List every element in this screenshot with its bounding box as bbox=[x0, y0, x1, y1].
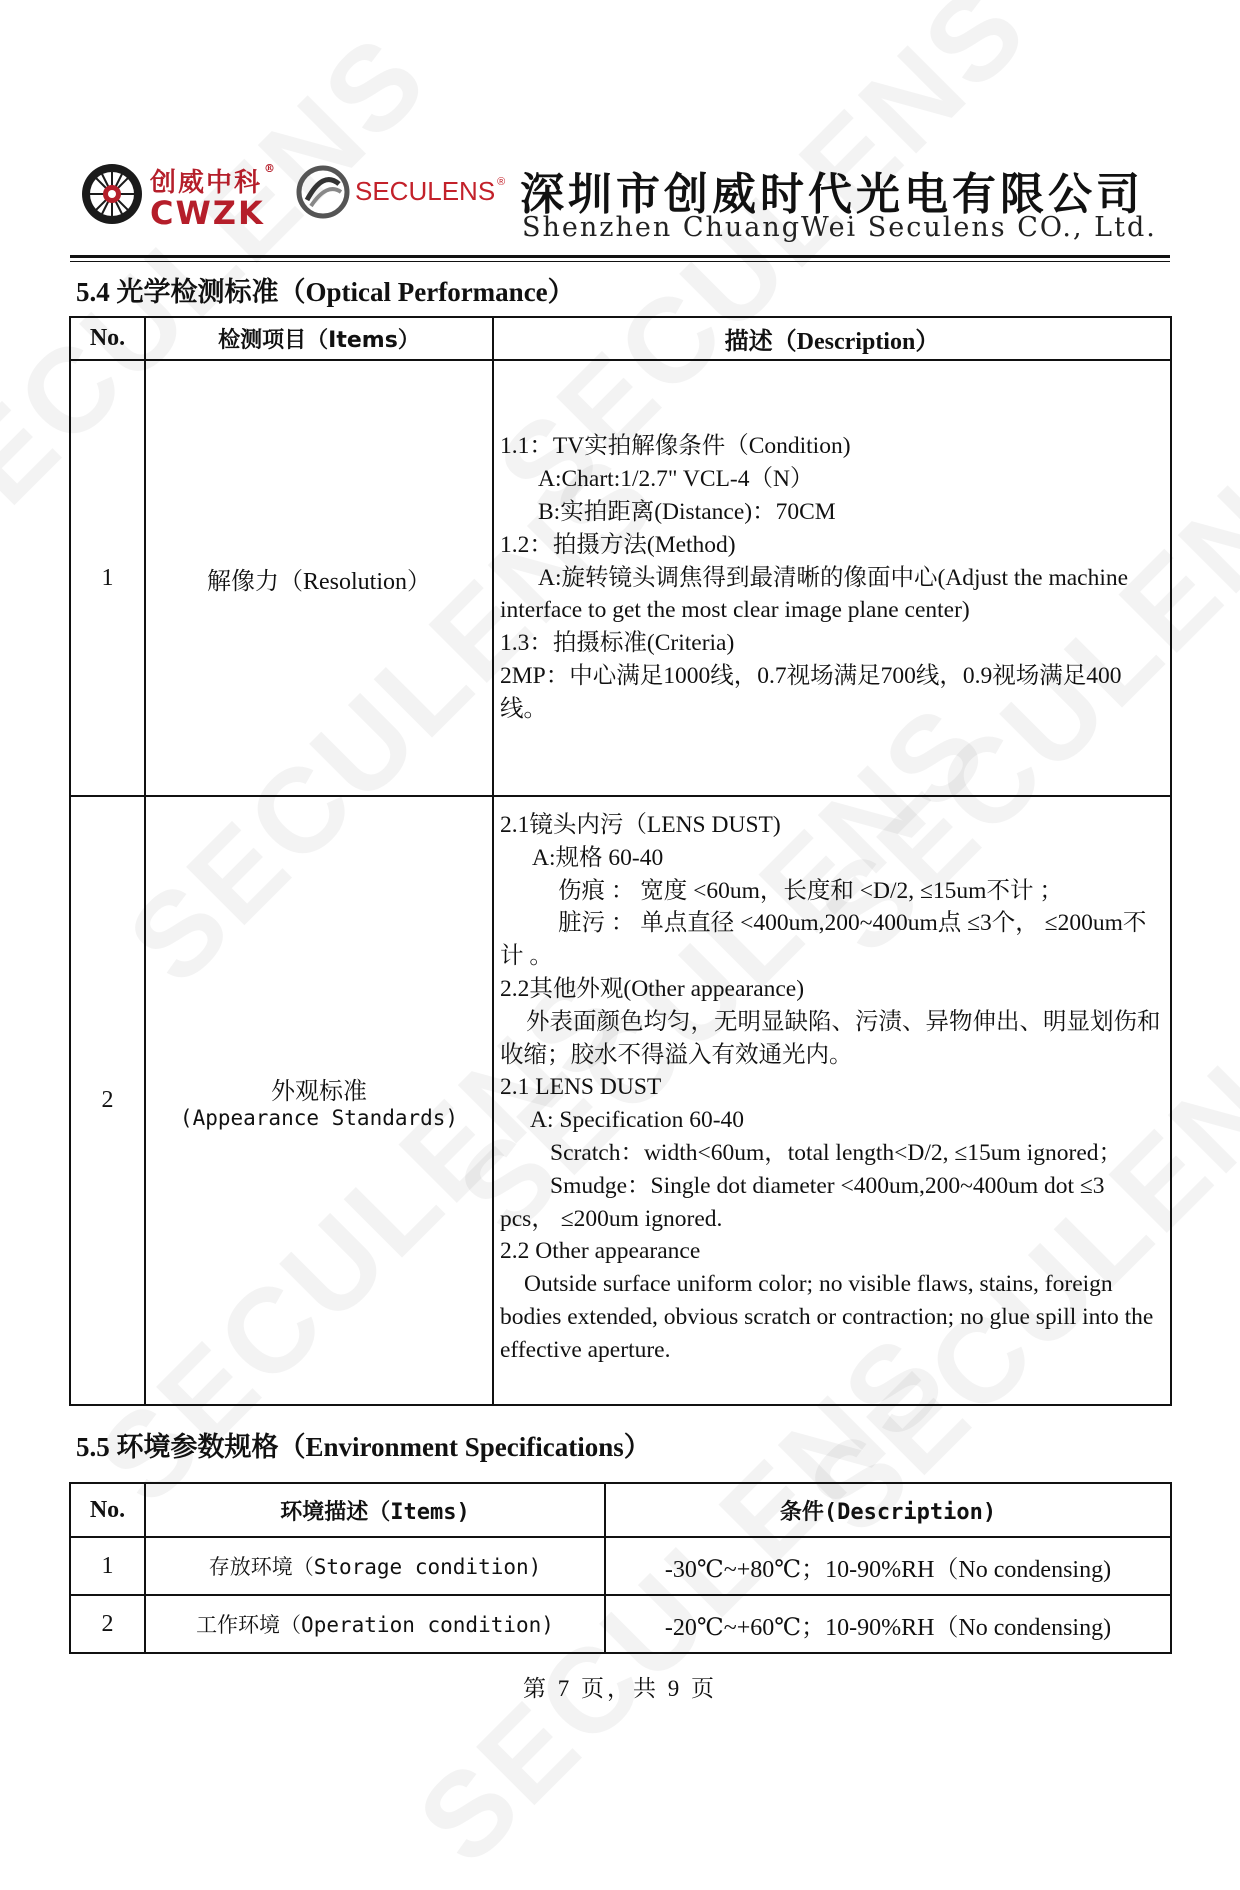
desc-line: 2.2其他外观(Other appearance) bbox=[500, 975, 805, 1002]
desc-line: 脏污 ： 单点直径 <400um,200~400um点 ≤3个， ≤200um不计 。 bbox=[500, 910, 1147, 970]
desc-line: A:Chart:1/2.7" VCL-4（N） bbox=[538, 466, 814, 493]
section-title-environment: 5.5 环境参数规格（Environment Specifications） bbox=[76, 1432, 651, 1462]
desc-line: 伤痕 ： 宽度 <60um，长度和 <D/2, ≤15um不计 ； bbox=[558, 877, 1063, 904]
desc-line: Smudge：Single dot diameter <400um,200~400um dot ≤3 pcs， ≤200um ignored. bbox=[500, 1172, 1105, 1232]
desc-line: Outside surface uniform color; no visible flaws, stains, foreign bodies extended, obvious scratch or contraction; no glue spill into the effective aperture. bbox=[500, 1271, 1154, 1363]
desc-line: 2.2 Other appearance bbox=[500, 1238, 701, 1265]
item-resolution: 解像力（Resolution） bbox=[145, 360, 493, 796]
column-header-items: 环境描述（Items) bbox=[145, 1483, 605, 1537]
desc-line: B:实拍距离(Distance)：70CM bbox=[538, 499, 836, 525]
desc-line: 1.3：拍摄标准(Criteria) bbox=[500, 630, 735, 657]
item-appearance-en: (Appearance Standards) bbox=[179, 1106, 459, 1130]
column-header-description: 描述（Description） bbox=[493, 317, 1171, 360]
table-row bbox=[70, 796, 1171, 1405]
desc-line: 1.2：拍摄方法(Method) bbox=[500, 531, 736, 558]
desc-line: 2MP：中心满足1000线，0.7视场满足700线，0.9视场满足400线。 bbox=[500, 662, 1122, 722]
desc-line: A: Specification 60-40 bbox=[530, 1107, 745, 1134]
page-number: 第 7 页，共 9 页 bbox=[523, 1676, 717, 1701]
description-appearance bbox=[493, 796, 1171, 1405]
desc-line: 2.1 LENS DUST bbox=[500, 1074, 662, 1101]
desc-line: A:旋转镜头调焦得到最清晰的像面中心(Adjust the machine interface to get the most clear image plane center) bbox=[500, 564, 1129, 624]
company-name-english: Shenzhen ChuangWei Seculens CO., Ltd. bbox=[522, 212, 1157, 243]
desc-line: Scratch：width<60um，total length<D/2, ≤15um ignored； bbox=[550, 1139, 1122, 1166]
table-header-row bbox=[70, 1483, 1171, 1537]
header-divider bbox=[70, 255, 1170, 258]
environment-specifications-table bbox=[69, 1482, 1172, 1654]
cwzk-wheel-icon bbox=[80, 162, 144, 226]
item-appearance bbox=[145, 796, 493, 1405]
company-name-chinese: 深圳市创威时代光电有限公司 bbox=[520, 169, 1144, 220]
header-divider-thin bbox=[70, 261, 1170, 262]
desc-line: A:规格 60-40 bbox=[532, 844, 664, 871]
env-item: 工作环境（Operation condition) bbox=[145, 1595, 605, 1653]
row-number: 2 bbox=[70, 1595, 145, 1653]
table-row bbox=[70, 1537, 1171, 1595]
desc-line: 2.1镜头内污（LENS DUST) bbox=[500, 812, 781, 838]
description-resolution bbox=[493, 360, 1171, 796]
row-number: 2 bbox=[70, 796, 145, 1405]
seculens-swirl-icon bbox=[295, 162, 351, 222]
table-row bbox=[70, 360, 1171, 796]
env-condition: -20℃~+60℃；10-90%RH（No condensing) bbox=[605, 1595, 1171, 1653]
env-item: 存放环境（Storage condition) bbox=[145, 1537, 605, 1595]
seculens-wordmark: SECULENS ® bbox=[355, 176, 506, 206]
table-header-row bbox=[70, 317, 1171, 360]
row-number: 1 bbox=[70, 360, 145, 796]
desc-line: 外表面颜色均匀，无明显缺陷、污渍、异物伸出、明显划伤和收缩；胶水不得溢入有效通光内。 bbox=[500, 1008, 1161, 1068]
cwzk-chinese-name: 创威中科 ® bbox=[150, 162, 278, 198]
page-header bbox=[70, 140, 1170, 250]
env-condition: -30℃~+80℃；10-90%RH（No condensing) bbox=[605, 1537, 1171, 1595]
column-header-no: No. bbox=[70, 317, 145, 360]
column-header-description: 条件(Description) bbox=[605, 1483, 1171, 1537]
cwzk-logo bbox=[80, 158, 280, 232]
table-row bbox=[70, 1595, 1171, 1653]
desc-line: 1.1：TV实拍解像条件（Condition) bbox=[500, 433, 851, 460]
section-title-optical: 5.4 光学检测标准（Optical Performance） bbox=[76, 277, 575, 307]
row-number: 1 bbox=[70, 1537, 145, 1595]
optical-performance-table bbox=[69, 316, 1172, 1406]
item-appearance-cn: 外观标准 bbox=[271, 1079, 367, 1105]
column-header-items: 检测项目（Items） bbox=[145, 317, 493, 360]
cwzk-english-name: CWZK bbox=[150, 194, 265, 232]
column-header-no: No. bbox=[70, 1483, 145, 1537]
